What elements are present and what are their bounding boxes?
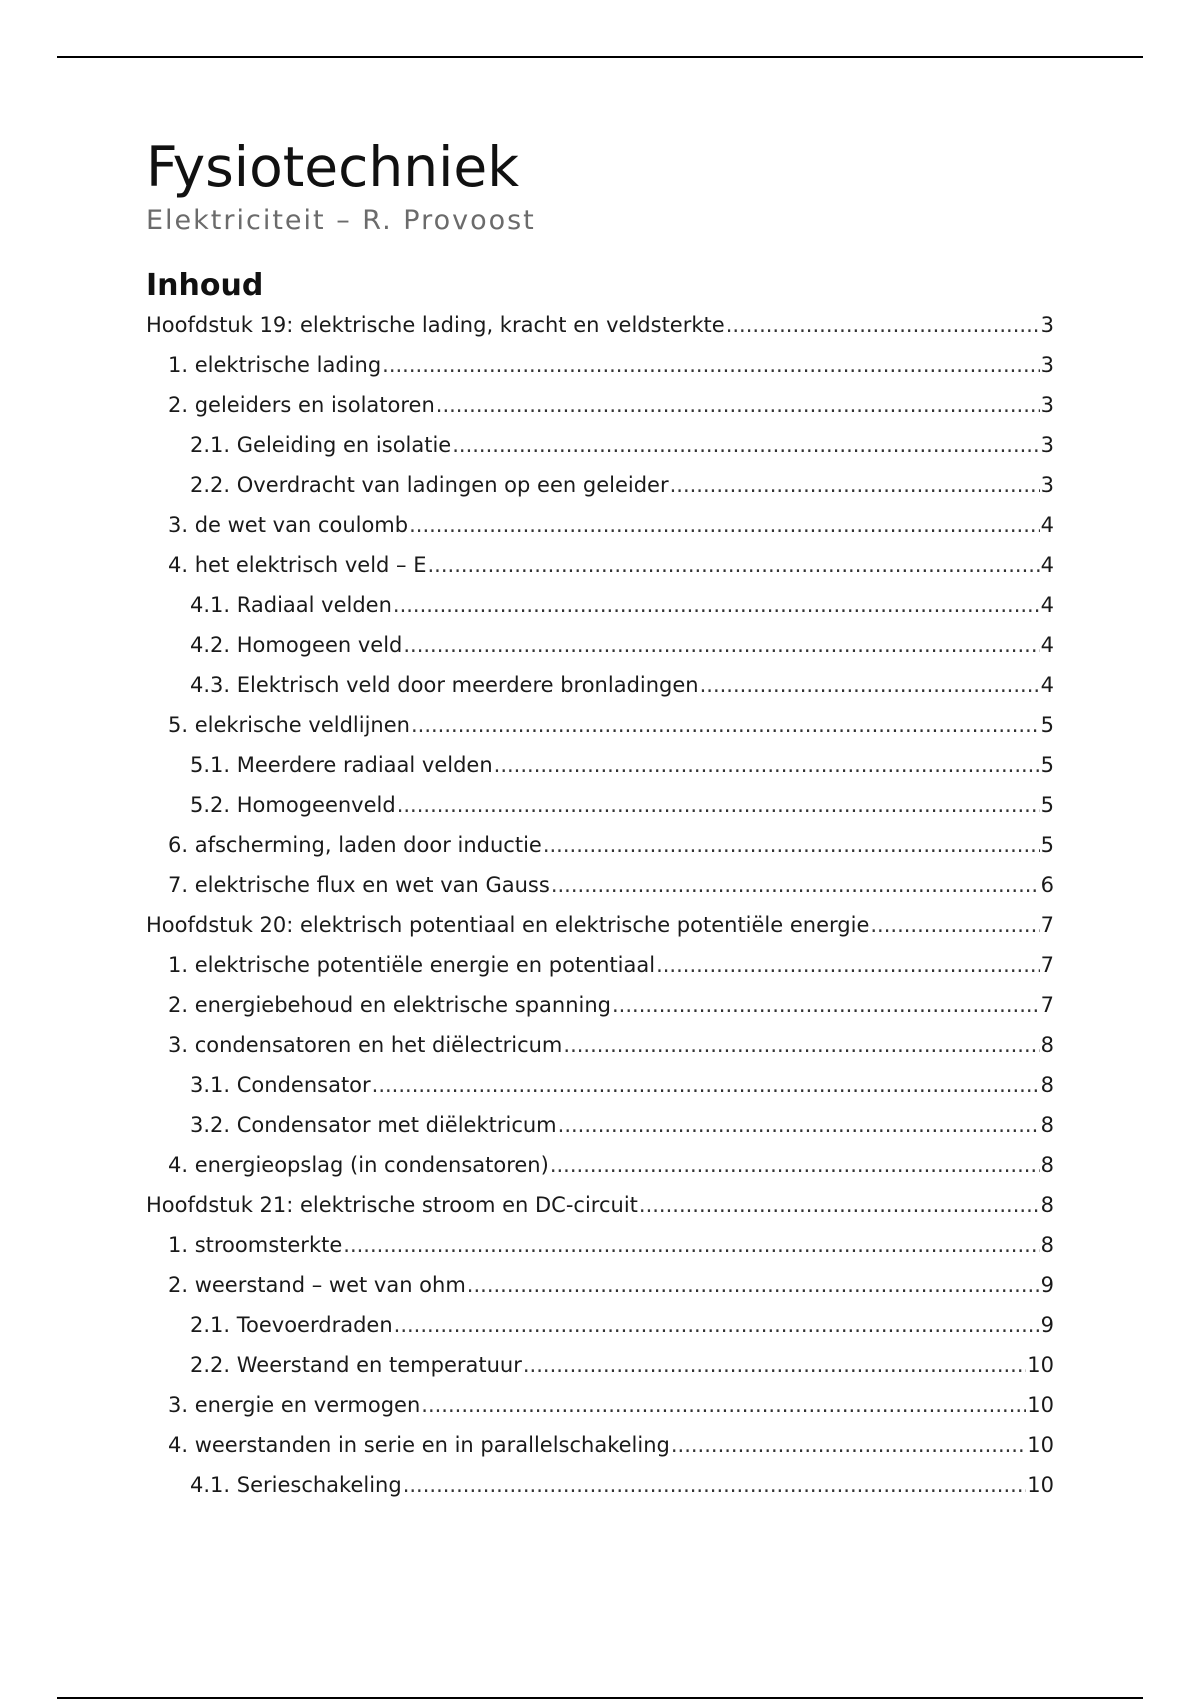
- toc-entry[interactable]: [146, 753, 1054, 793]
- toc-entry-page-number: 4: [1040, 553, 1054, 577]
- toc-entry[interactable]: [146, 673, 1054, 713]
- toc-leader-dots: [452, 433, 1039, 457]
- toc-entry-page-number: 9: [1040, 1273, 1054, 1297]
- toc-leader-dots: [670, 473, 1040, 497]
- toc-entry-text: 2.2. Overdracht van ladingen op een geleider: [190, 473, 669, 497]
- toc-entry-page-number: 8: [1040, 1033, 1054, 1057]
- toc-entry-text: Hoofdstuk 21: elektrische stroom en DC-circuit: [146, 1193, 638, 1217]
- toc-leader-dots: [563, 1033, 1039, 1057]
- toc-entry-page-number: 8: [1040, 1113, 1054, 1137]
- toc-entry[interactable]: [146, 1193, 1054, 1233]
- toc-entry-text: 6. afscherming, laden door inductie: [168, 833, 542, 857]
- toc-entry-page-number: 9: [1040, 1313, 1054, 1337]
- toc-entry-text: 2.1. Geleiding en isolatie: [190, 433, 452, 457]
- toc-entry-text: 4. weerstanden in serie en in parallelschakeling: [168, 1433, 670, 1457]
- toc-entry-text: 4. energieopslag (in condensatoren): [168, 1153, 549, 1177]
- toc-entry-text: 3. condensatoren en het diëlectricum: [168, 1033, 563, 1057]
- toc-entry-page-number: 4: [1040, 513, 1054, 537]
- toc-entry-page-number: 6: [1040, 873, 1054, 897]
- toc-leader-dots: [394, 1313, 1040, 1337]
- document-title: Fysiotechniek: [146, 135, 520, 199]
- toc-entry[interactable]: [146, 953, 1054, 993]
- toc-leader-dots: [656, 953, 1040, 977]
- toc-leader-dots: [372, 1073, 1040, 1097]
- toc-leader-dots: [671, 1433, 1026, 1457]
- toc-leader-dots: [494, 753, 1040, 777]
- toc-leader-dots: [436, 393, 1040, 417]
- toc-leader-dots: [523, 1353, 1026, 1377]
- toc-entry-page-number: 10: [1027, 1433, 1054, 1457]
- toc-entry-text: 5.2. Homogeenveld: [190, 793, 396, 817]
- toc-entry[interactable]: [146, 1473, 1054, 1513]
- toc-entry-text: 1. elektrische potentiële energie en potentiaal: [168, 953, 656, 977]
- toc-leader-dots: [411, 713, 1040, 737]
- toc-entry[interactable]: [146, 633, 1054, 673]
- toc-entry[interactable]: [146, 1033, 1054, 1073]
- toc-entry[interactable]: [146, 873, 1054, 913]
- table-of-contents: [146, 313, 1054, 1513]
- toc-entry[interactable]: [146, 553, 1054, 593]
- toc-entry[interactable]: [146, 793, 1054, 833]
- toc-entry-page-number: 10: [1027, 1393, 1054, 1417]
- toc-entry-text: Hoofdstuk 20: elektrisch potentiaal en elektrische potentiële energie: [146, 913, 870, 937]
- toc-entry[interactable]: [146, 1393, 1054, 1433]
- toc-entry-text: 5. elekrische veldlijnen: [168, 713, 410, 737]
- toc-leader-dots: [558, 1113, 1040, 1137]
- toc-entry-text: 1. stroomsterkte: [168, 1233, 343, 1257]
- toc-entry-page-number: 7: [1040, 913, 1054, 937]
- toc-entry-text: 2.1. Toevoerdraden: [190, 1313, 393, 1337]
- toc-entry-page-number: 8: [1040, 1073, 1054, 1097]
- document-subtitle: Elektriciteit – R. Provoost: [146, 205, 536, 236]
- toc-entry-text: 4.2. Homogeen veld: [190, 633, 403, 657]
- toc-entry-page-number: 5: [1040, 753, 1054, 777]
- toc-entry-page-number: 5: [1040, 793, 1054, 817]
- toc-leader-dots: [870, 913, 1039, 937]
- toc-entry-page-number: 10: [1027, 1353, 1054, 1377]
- toc-entry[interactable]: [146, 353, 1054, 393]
- toc-entry-text: 3.2. Condensator met diëlektricum: [190, 1113, 557, 1137]
- toc-leader-dots: [343, 1233, 1039, 1257]
- toc-entry-page-number: 5: [1040, 713, 1054, 737]
- toc-leader-dots: [428, 553, 1040, 577]
- toc-leader-dots: [612, 993, 1040, 1017]
- toc-leader-dots: [403, 633, 1039, 657]
- toc-entry-page-number: 5: [1040, 833, 1054, 857]
- toc-entry-page-number: 4: [1040, 593, 1054, 617]
- top-rule: [57, 56, 1143, 58]
- toc-entry-text: 4. het elektrisch veld – E: [168, 553, 427, 577]
- toc-entry[interactable]: [146, 433, 1054, 473]
- toc-leader-dots: [543, 833, 1040, 857]
- toc-entry-text: 5.1. Meerdere radiaal velden: [190, 753, 493, 777]
- toc-entry-page-number: 7: [1040, 953, 1054, 977]
- toc-entry-page-number: 3: [1040, 473, 1054, 497]
- toc-entry-text: 2.2. Weerstand en temperatuur: [190, 1353, 522, 1377]
- toc-entry[interactable]: [146, 1233, 1054, 1273]
- toc-entry-page-number: 3: [1040, 433, 1054, 457]
- toc-entry[interactable]: [146, 393, 1054, 433]
- toc-entry[interactable]: [146, 313, 1054, 353]
- toc-entry[interactable]: [146, 713, 1054, 753]
- toc-entry[interactable]: [146, 833, 1054, 873]
- toc-entry-page-number: 3: [1040, 393, 1054, 417]
- toc-entry[interactable]: [146, 513, 1054, 553]
- toc-entry-text: 4.3. Elektrisch veld door meerdere bronladingen: [190, 673, 699, 697]
- toc-leader-dots: [639, 1193, 1040, 1217]
- toc-leader-dots: [700, 673, 1040, 697]
- toc-leader-dots: [409, 513, 1040, 537]
- toc-leader-dots: [393, 593, 1040, 617]
- toc-entry-text: 2. energiebehoud en elektrische spanning: [168, 993, 611, 1017]
- toc-entry-page-number: 7: [1040, 993, 1054, 1017]
- toc-entry-page-number: 4: [1040, 673, 1054, 697]
- toc-entry-page-number: 10: [1027, 1473, 1054, 1497]
- toc-entry-text: 7. elektrische flux en wet van Gauss: [168, 873, 550, 897]
- toc-leader-dots: [550, 1153, 1040, 1177]
- toc-entry[interactable]: [146, 993, 1054, 1033]
- toc-leader-dots: [551, 873, 1040, 897]
- toc-entry-text: 3. de wet van coulomb: [168, 513, 409, 537]
- toc-leader-dots: [726, 313, 1040, 337]
- toc-leader-dots: [382, 353, 1039, 377]
- toc-entry[interactable]: [146, 1073, 1054, 1113]
- toc-leader-dots: [397, 793, 1040, 817]
- toc-entry-text: 1. elektrische lading: [168, 353, 382, 377]
- toc-entry[interactable]: [146, 1273, 1054, 1313]
- toc-entry-page-number: 8: [1040, 1153, 1054, 1177]
- toc-entry-page-number: 3: [1040, 313, 1054, 337]
- toc-entry-text: 4.1. Serieschakeling: [190, 1473, 402, 1497]
- toc-entry[interactable]: [146, 473, 1054, 513]
- toc-entry[interactable]: [146, 1353, 1054, 1393]
- page-content: [146, 135, 1054, 1513]
- toc-entry-text: 2. geleiders en isolatoren: [168, 393, 435, 417]
- toc-entry-text: 3.1. Condensator: [190, 1073, 371, 1097]
- toc-entry[interactable]: [146, 1153, 1054, 1193]
- toc-entry-page-number: 4: [1040, 633, 1054, 657]
- toc-entry[interactable]: [146, 1113, 1054, 1153]
- toc-entry-page-number: 3: [1040, 353, 1054, 377]
- toc-entry-page-number: 8: [1040, 1233, 1054, 1257]
- toc-entry-text: 3. energie en vermogen: [168, 1393, 421, 1417]
- toc-entry-text: Hoofdstuk 19: elektrische lading, kracht en veldsterkte: [146, 313, 725, 337]
- toc-entry-page-number: 8: [1040, 1193, 1054, 1217]
- toc-leader-dots: [421, 1393, 1026, 1417]
- toc-leader-dots: [467, 1273, 1040, 1297]
- toc-entry[interactable]: [146, 1313, 1054, 1353]
- toc-leader-dots: [403, 1473, 1027, 1497]
- toc-entry[interactable]: [146, 913, 1054, 953]
- toc-entry-text: 4.1. Radiaal velden: [190, 593, 392, 617]
- bottom-rule: [57, 1697, 1143, 1699]
- toc-heading: Inhoud: [146, 268, 264, 303]
- toc-entry-text: 2. weerstand – wet van ohm: [168, 1273, 466, 1297]
- toc-entry[interactable]: [146, 1433, 1054, 1473]
- toc-entry[interactable]: [146, 593, 1054, 633]
